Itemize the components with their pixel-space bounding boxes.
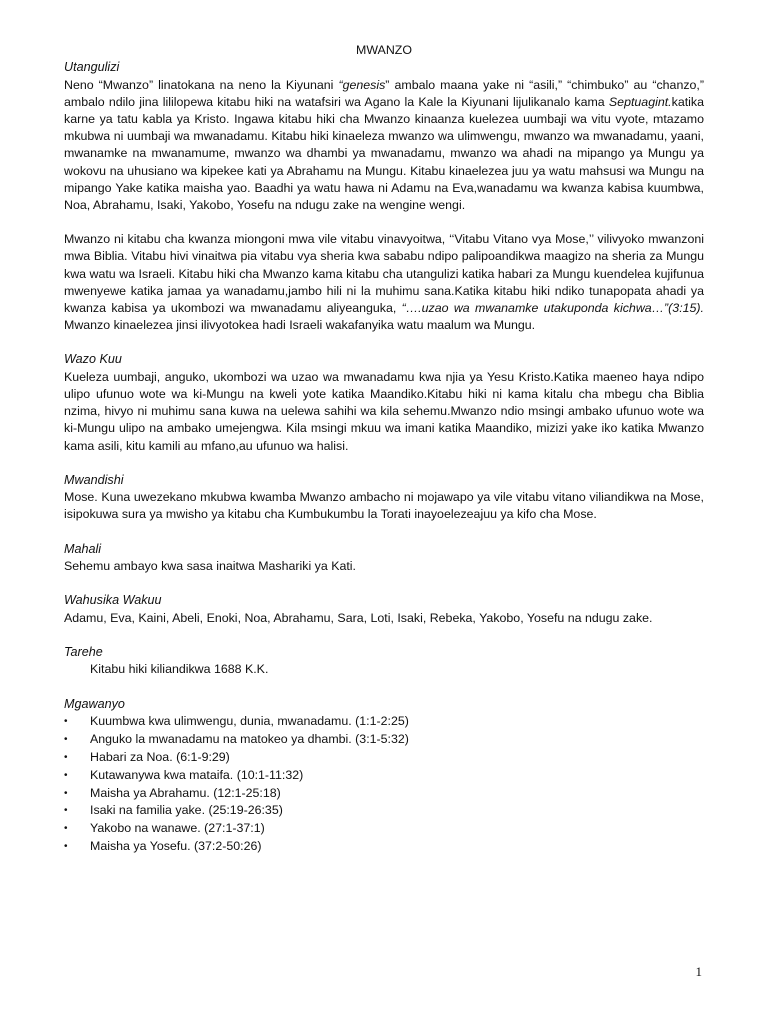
list-item-text: Kuumbwa kwa ulimwengu, dunia, mwanadamu. (1:1-2:25): [90, 713, 409, 728]
paragraph-gap: [64, 334, 704, 351]
list-item: [64, 802, 704, 820]
list-item: [64, 785, 704, 803]
page-number: 1: [695, 964, 702, 979]
text-run: ” ambalo maana yake ni “asili,” “chimbuko” au “chanzo,” ambalo ndilo jina lililopewa kitabu hiki na watafsiri wa Agano la Kale la Kiyunani lijulikanalo kama: [64, 77, 704, 109]
list-item-text: Kutawanywa kwa mataifa. (10:1-11:32): [90, 767, 304, 782]
section-heading-mgawanyo: Mgawanyo: [64, 696, 125, 711]
text-run: Mwanzo kinaelezea jinsi ilivyotokea hadi Israeli wakafanyika watu maalum wa Mungu.: [64, 318, 536, 333]
utangulizi-paragraph-1: [64, 77, 704, 215]
text-run: Neno “Mwanzo” linatokana na neno la Kiyunani: [64, 77, 339, 92]
utangulizi-paragraph-2: [64, 231, 704, 334]
bullet-icon: •: [64, 751, 68, 763]
list-item-text: Anguko la mwanadamu na matokeo ya dhambi. (3:1-5:32): [90, 731, 409, 746]
bullet-icon: •: [64, 787, 68, 799]
list-item: [64, 767, 704, 785]
list-item-text: Maisha ya Abrahamu. (12:1-25:18): [90, 785, 281, 800]
section-heading-mahali: Mahali: [64, 541, 102, 556]
section-heading-wahusika-wakuu: Wahusika Wakuu: [64, 593, 162, 608]
tarehe-paragraph: Kitabu hiki kiliandikwa 1688 K.K.: [90, 662, 269, 677]
bullet-icon: •: [64, 733, 68, 745]
bullet-icon: •: [64, 715, 68, 727]
list-item: [64, 731, 704, 749]
mwandishi-paragraph: Mose. Kuna uwezekano mkubwa kwamba Mwanzo ambacho ni mojawapo ya vile vitabu vitano viliandikwa na Mose, isipokuwa sura ya mwisho ya kitabu cha Kumbukumbu la Torati inayoelezeajuu ya kifo cha Mose.: [64, 490, 704, 522]
list-item: [64, 820, 704, 838]
list-item-text: Isaki na familia yake. (25:19-26:35): [90, 803, 283, 818]
bullet-icon: •: [64, 805, 68, 817]
mgawanyo-list: [64, 713, 704, 856]
list-item-text: Maisha ya Yosefu. (37:2-50:26): [90, 839, 262, 854]
paragraph-gap: [64, 627, 704, 644]
list-item-text: Habari za Noa. (6:1-9:29): [90, 749, 230, 764]
section-heading-mwandishi: Mwandishi: [64, 472, 124, 487]
bullet-icon: •: [64, 841, 68, 853]
text-run: Mwanzo ni kitabu cha kwanza miongoni mwa vile vitabu vinavyoitwa, ‘‘Vitabu Vitano vya Mose,’’ vilivyoko mwanzoni mwa Biblia. Vitabu hivi vinaitwa pia vitabu vya sheria kwa sababu ndipo palipoandikwa maagizo na sheria za Mungu kwa watu wa Israeli. Kitabu hiki cha Mwanzo kama kitabu cha utangulizi katika habari za Mungu kuendelea kujifunua mwenyewe katika jamaa ya wanadamu,jambo hili ni la muhimu sana.Katika kitabu hiki ndiko tunapopata ahadi ya kwanza kabisa ya ukombozi wa mwanadamu aliyeanguka,: [64, 232, 704, 316]
paragraph-gap: [64, 214, 704, 231]
list-item-text: Yakobo na wanawe. (27:1-37:1): [90, 821, 265, 836]
mahali-paragraph: Sehemu ambayo kwa sasa inaitwa Mashariki ya Kati.: [64, 559, 357, 574]
bullet-icon: •: [64, 769, 68, 781]
italic-text-run: Septuagint.: [608, 94, 672, 109]
document-page: [64, 42, 704, 856]
section-heading-utangulizi: Utangulizi: [64, 60, 120, 75]
paragraph-gap: [64, 575, 704, 592]
paragraph-gap: [64, 455, 704, 472]
paragraph-gap: [64, 679, 704, 696]
italic-text-run: “genesis: [338, 77, 386, 92]
bullet-icon: •: [64, 823, 68, 835]
paragraph-gap: [64, 524, 704, 541]
text-run: katika karne ya tatu kabla ya Kristo. Ingawa kitabu hiki cha Mwanzo kinaanza kuelezea uumbaji wa vitu vyote, mtazamo mkubwa ni uumbaji wa mwanadamu. Kitabu hiki kinaeleza mwanzo wa ulimwengu, mwanzo wa mwanadamu, yaani, mwanamke na mwanamume, mwanzo wa dhambi ya mwanadamu, mwanzo wa ahadi na mipango ya Mungu ya wokovu na uhusiano wa kipekee kati ya Abrahamu na Mungu. Kitabu kinaelezea juu ya watu mahsusi wa Mungu na mipango Yake katika maisha yao. Baadhi ya watu hawa ni Adamu na Eva,wanadamu wa kwanza kabisa kuumbwa, Noa, Abrahamu, Isaki, Yakobo, Yosefu na ndugu zake na wengine wengi.: [64, 94, 704, 213]
list-item: [64, 838, 704, 856]
italic-text-run: “….uzao wa mwanamke utakuponda kichwa…”(3:15).: [401, 301, 704, 316]
wazo-kuu-paragraph: Kueleza uumbaji, anguko, ukombozi wa uzao wa mwanadamu kwa njia ya Yesu Kristo.Katika maeneo haya ndipo ulipo ufunuo wote wa ki-Mungu na kweli yote katika Maandiko.Kitabu hiki ni kama kitalu cha mbegu cha Biblia nzima, hivyo ni muhimu sana kuwa na uelewa sahihi wa kila sehemu.Mwanzo ndio msingi ambako ufunuo wote wa ki-Mungu ulipo na ambako umejengwa. Kila msingi mkuu wa imani katika Maandiko, mizizi yake iko katika Mwanzo kama asili, kitu kamili au mfano,au ufunuo wa halisi.: [64, 369, 704, 453]
list-item: [64, 713, 704, 731]
wahusika-paragraph: Adamu, Eva, Kaini, Abeli, Enoki, Noa, Abrahamu, Sara, Loti, Isaki, Rebeka, Yakobo, Yosefu na ndugu zake.: [64, 610, 653, 625]
document-title: MWANZO: [356, 43, 412, 57]
list-item: [64, 749, 704, 767]
section-heading-tarehe: Tarehe: [64, 644, 103, 659]
section-heading-wazo-kuu: Wazo Kuu: [64, 352, 122, 367]
